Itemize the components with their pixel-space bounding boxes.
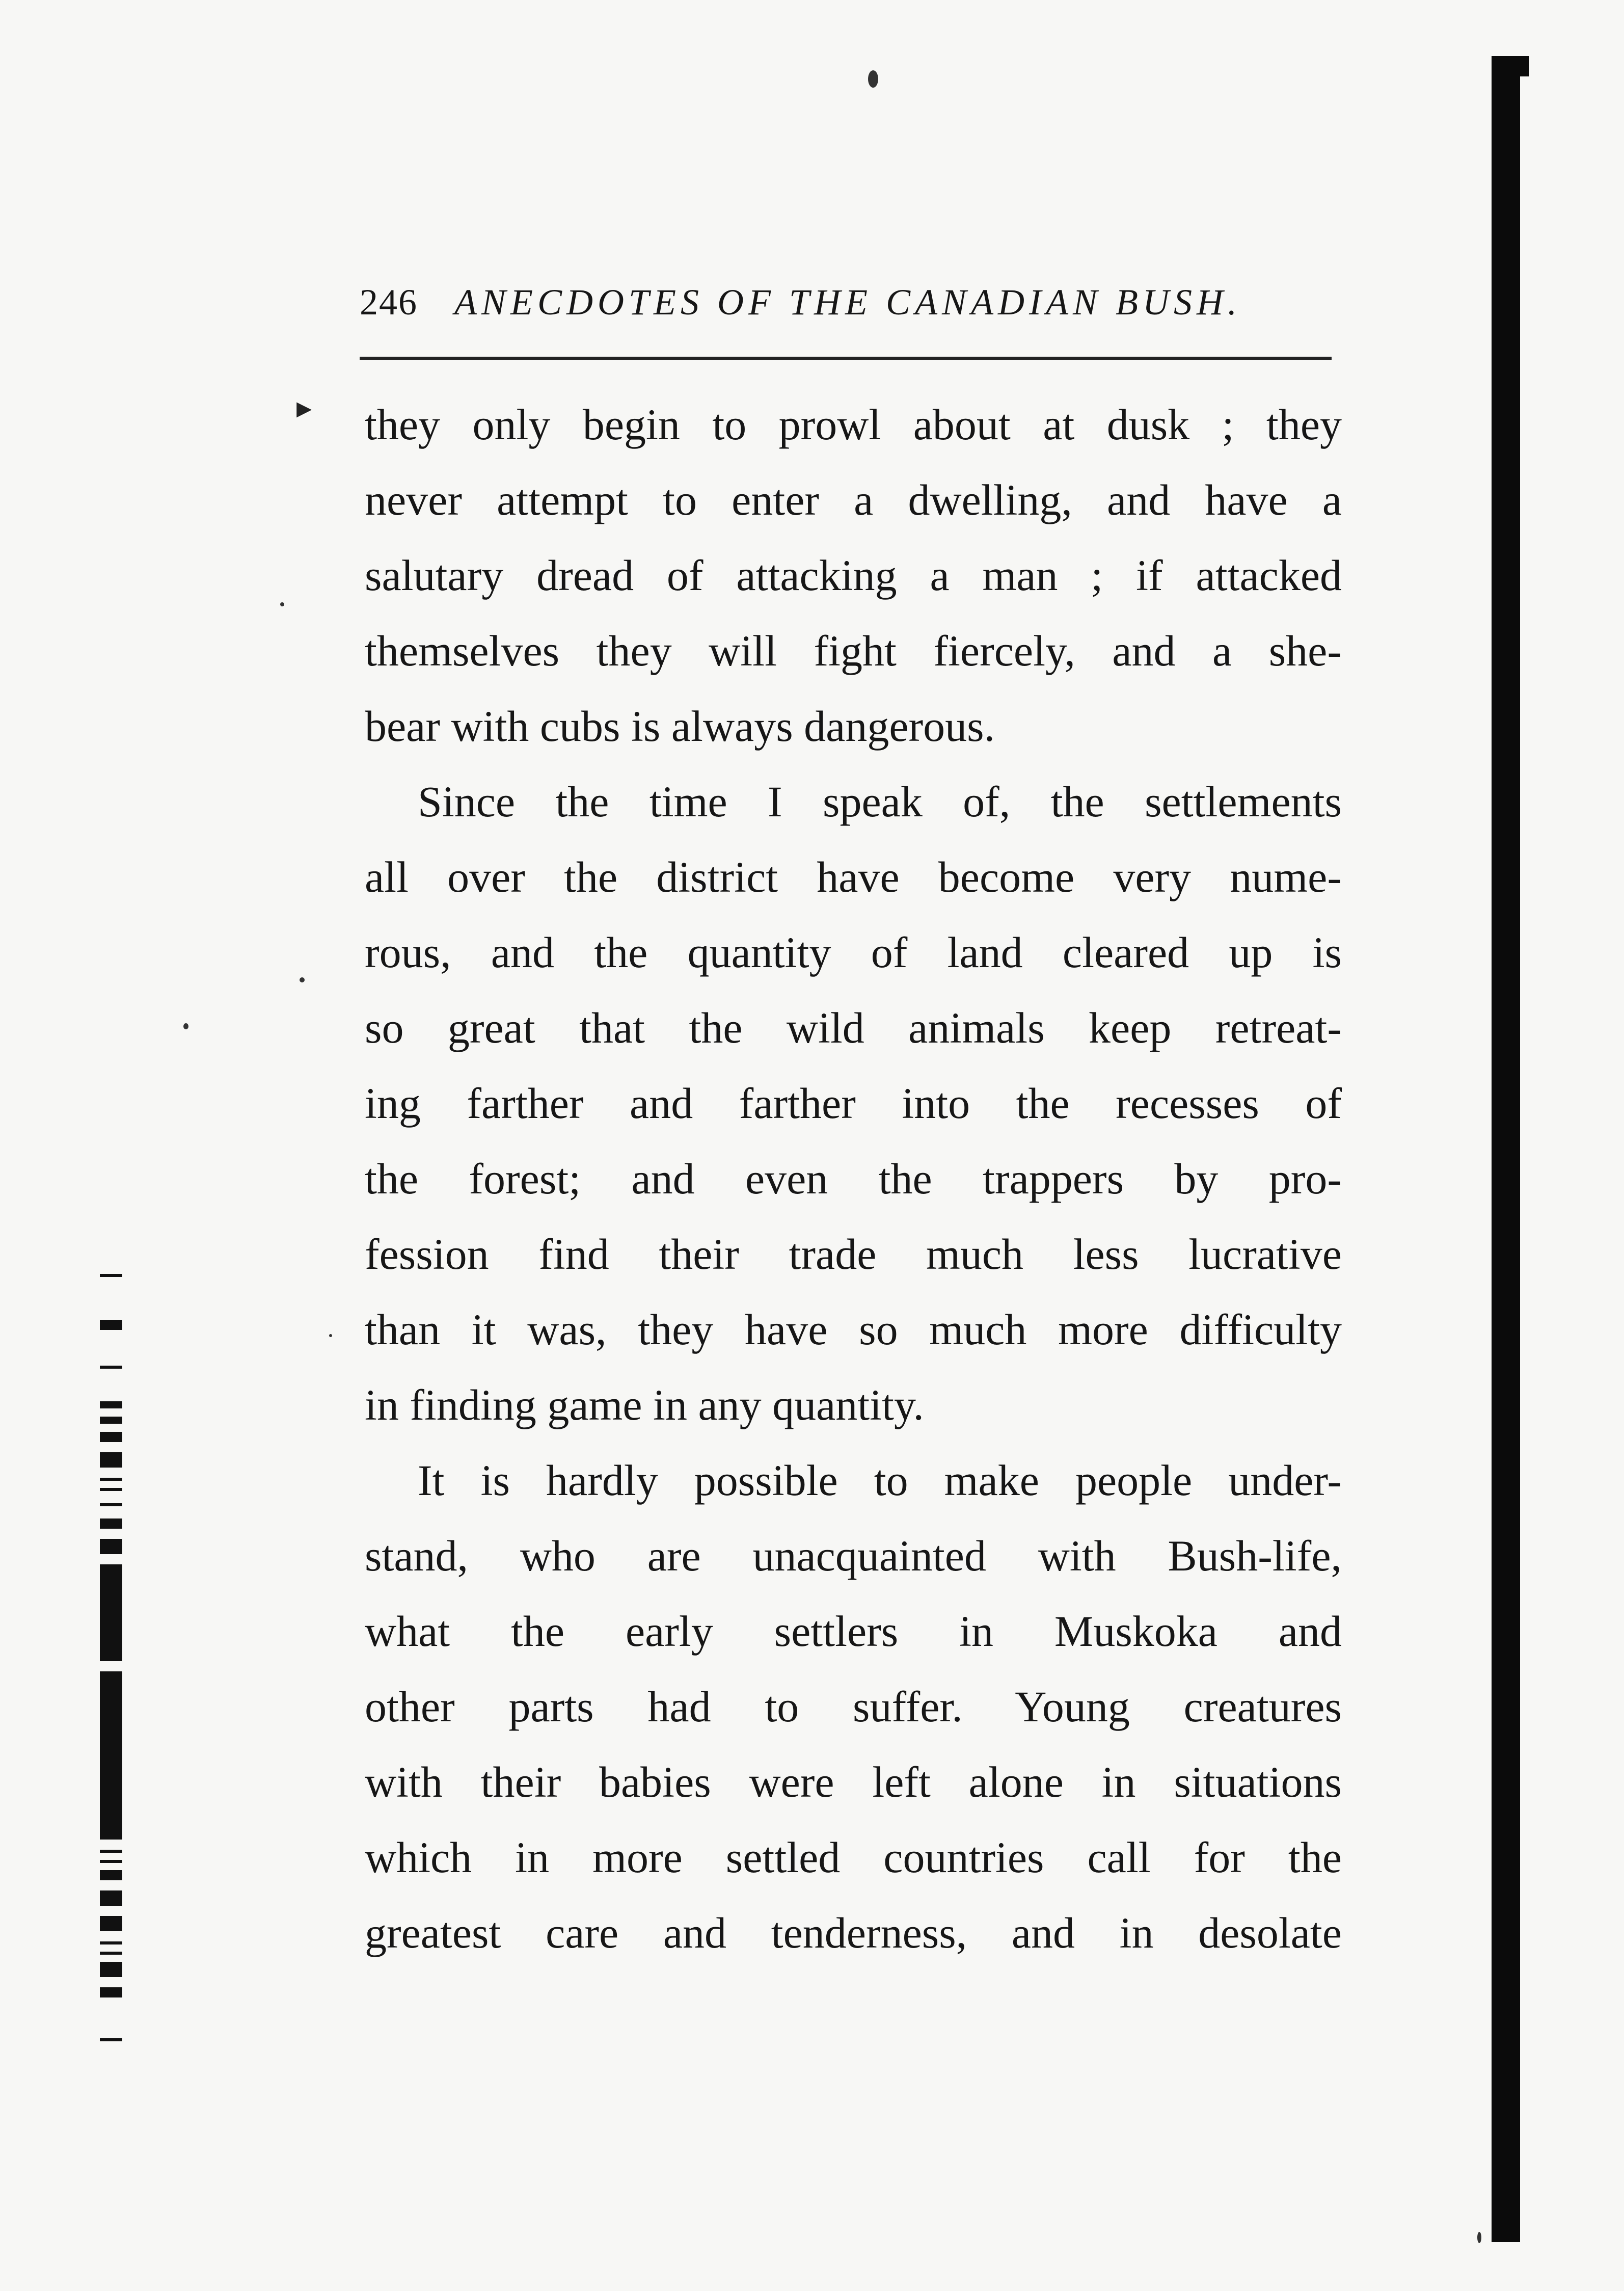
text-line: It is hardly possible to make people under- bbox=[418, 1456, 1342, 1505]
ink-speck bbox=[300, 977, 305, 982]
ink-speck bbox=[868, 70, 878, 88]
ink-speck bbox=[329, 1334, 332, 1337]
text-line: fession find their trade much less lucrative bbox=[365, 1230, 1342, 1278]
text-line: what the early settlers in Muskoka and bbox=[365, 1607, 1342, 1656]
scan-edge-shadow bbox=[1492, 71, 1520, 2242]
text-line: they only begin to prowl about at dusk ; they bbox=[365, 400, 1342, 449]
text-line: so great that the wild animals keep retreat- bbox=[365, 1003, 1342, 1052]
text-line: the forest; and even the trappers by pro- bbox=[365, 1154, 1342, 1203]
text-line: than it was, they have so much more difficulty bbox=[365, 1305, 1342, 1354]
text-line: with their babies were left alone in situations bbox=[365, 1757, 1342, 1806]
text-line: in finding game in any quantity. bbox=[365, 1380, 924, 1429]
ink-speck bbox=[280, 602, 284, 606]
text-line: ing farther and farther into the recesses of bbox=[365, 1079, 1342, 1128]
ink-mark: ▸ bbox=[296, 391, 312, 424]
scan-calibration-strip bbox=[100, 1264, 130, 2191]
running-head bbox=[360, 279, 1338, 325]
header-rule bbox=[360, 357, 1332, 360]
text-line: which in more settled countries call for the bbox=[365, 1833, 1342, 1882]
ink-speck bbox=[183, 1023, 188, 1029]
text-line: rous, and the quantity of land cleared up is bbox=[365, 928, 1342, 977]
text-line: themselves they will fight fiercely, and a she- bbox=[365, 626, 1342, 675]
text-line: greatest care and tenderness, and in desolate bbox=[365, 1908, 1342, 1957]
text-line: other parts had to suffer. Young creatures bbox=[365, 1682, 1342, 1731]
text-line: never attempt to enter a dwelling, and have a bbox=[365, 475, 1342, 524]
ink-speck bbox=[1477, 2232, 1481, 2243]
text-line: Since the time I speak of, the settlements bbox=[418, 777, 1342, 826]
text-line: salutary dread of attacking a man ; if attacked bbox=[365, 551, 1342, 600]
page-number: 246 bbox=[360, 282, 418, 323]
text-line: stand, who are unacquainted with Bush-life, bbox=[365, 1531, 1342, 1580]
text-line: all over the district have become very nume- bbox=[365, 853, 1342, 901]
text-line: bear with cubs is always dangerous. bbox=[365, 702, 995, 751]
running-title: ANECDOTES OF THE CANADIAN BUSH. bbox=[454, 282, 1241, 323]
